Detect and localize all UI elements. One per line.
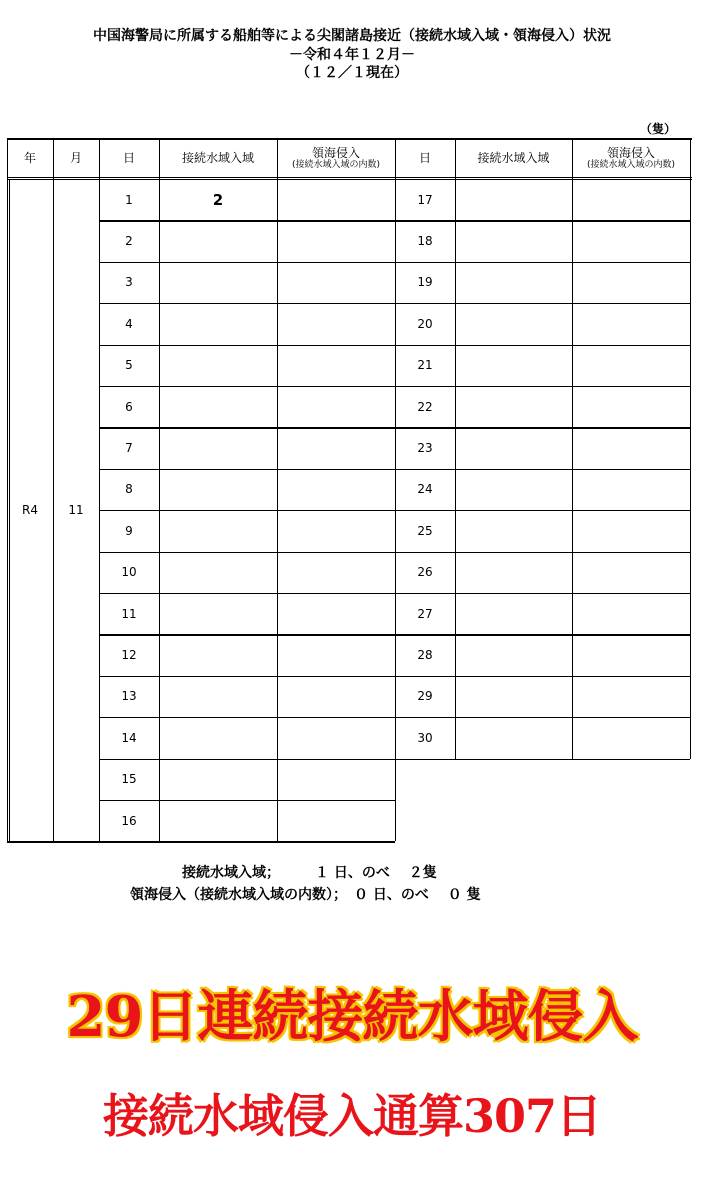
header-day: 日 [122, 151, 135, 165]
contiguous-value [159, 510, 277, 551]
contiguous-value [159, 593, 277, 634]
territorial-value [277, 800, 395, 841]
contiguous-value [159, 262, 277, 303]
day-cell: 3 [125, 275, 133, 290]
table-rule [7, 841, 395, 842]
territorial-value [277, 386, 395, 427]
header-month: 月 [69, 151, 82, 165]
day-cell: 26 [417, 565, 433, 580]
territorial-value [277, 759, 395, 800]
day-cell: 20 [417, 316, 433, 331]
day-cell: 11 [121, 606, 137, 621]
contiguous-value [455, 386, 572, 427]
day-cell: 21 [417, 358, 433, 373]
territorial-value [572, 220, 690, 261]
day-cell: 24 [417, 482, 433, 497]
contiguous-value [455, 717, 572, 758]
day-cell: 22 [417, 399, 433, 414]
header-territorial-waters [277, 138, 395, 179]
contiguous-value [159, 345, 277, 386]
header-day-right: 日 [418, 151, 431, 165]
day-cell: 14 [121, 730, 137, 745]
contiguous-value [455, 303, 572, 344]
header-territorial-sublabel: (接続水域入域の内数) [291, 159, 381, 170]
territorial-value [572, 179, 690, 220]
territorial-value [277, 469, 395, 510]
day-cell: 4 [125, 316, 133, 331]
contiguous-value [159, 427, 277, 468]
day-cell: 13 [121, 689, 137, 704]
day-cell: 10 [121, 565, 137, 580]
contiguous-value [159, 759, 277, 800]
territorial-value [277, 676, 395, 717]
territorial-value [572, 717, 690, 758]
territorial-value [572, 593, 690, 634]
day-cell: 1 [125, 192, 133, 207]
territorial-value [277, 179, 395, 220]
territorial-value [572, 469, 690, 510]
contiguous-value [159, 676, 277, 717]
day-cell: 9 [125, 523, 133, 538]
header-territorial-label: 領海侵入 [606, 145, 655, 160]
territorial-value [277, 593, 395, 634]
contiguous-value [159, 634, 277, 675]
banner-total-days: 接続水域侵入通算307日 [102, 1089, 602, 1143]
summary-contiguous: 接続水域入域； １ 日、のべ ２隻 [182, 865, 437, 881]
territorial-value [572, 386, 690, 427]
territorial-value [572, 427, 690, 468]
contiguous-value [455, 552, 572, 593]
territorial-value [572, 345, 690, 386]
header-territorial-waters-right [572, 138, 690, 179]
table-rule [690, 138, 691, 179]
day-cell: 30 [417, 730, 433, 745]
territorial-value [277, 303, 395, 344]
day-cell: 6 [125, 399, 133, 414]
contiguous-value [455, 593, 572, 634]
territorial-value [572, 634, 690, 675]
territorial-value [572, 262, 690, 303]
territorial-value [277, 262, 395, 303]
contiguous-value [159, 717, 277, 758]
contiguous-value [159, 800, 277, 841]
contiguous-value [455, 634, 572, 675]
contiguous-value [455, 345, 572, 386]
contiguous-value [159, 469, 277, 510]
territorial-value [277, 427, 395, 468]
territorial-value [277, 634, 395, 675]
territorial-value [572, 303, 690, 344]
territorial-value [277, 345, 395, 386]
table-rule [395, 759, 690, 760]
day-cell: 16 [121, 813, 137, 828]
territorial-value [277, 510, 395, 551]
territorial-value [572, 676, 690, 717]
territorial-value [277, 220, 395, 261]
day-cell: 19 [417, 275, 433, 290]
contiguous-value [159, 552, 277, 593]
header-contiguous-zone-right: 接続水域入域 [477, 151, 550, 165]
territorial-value [277, 717, 395, 758]
contiguous-value [455, 676, 572, 717]
territorial-value [572, 552, 690, 593]
unit-label: （隻） [640, 122, 677, 136]
header-year: 年 [23, 151, 36, 165]
day-cell: 29 [417, 689, 433, 704]
day-cell: 15 [121, 772, 137, 787]
day-cell: 7 [125, 441, 133, 456]
day-cell: 8 [125, 482, 133, 497]
contiguous-value [455, 179, 572, 220]
day-cell: 17 [417, 192, 433, 207]
contiguous-value [159, 386, 277, 427]
contiguous-value: 2 [212, 190, 224, 209]
day-cell: 12 [121, 648, 137, 663]
month-cell: 11 [68, 503, 84, 518]
table-rule [690, 179, 691, 759]
territorial-value [572, 510, 690, 551]
day-cell: 5 [125, 358, 133, 373]
contiguous-value [455, 427, 572, 468]
year-cell: R4 [22, 503, 38, 518]
day-cell: 25 [417, 523, 433, 538]
contiguous-value [455, 262, 572, 303]
contiguous-value [159, 220, 277, 261]
summary-territorial: 領海侵入（接続水域入域の内数）； ０ 日、のべ ０ 隻 [130, 887, 481, 903]
day-cell: 27 [417, 606, 433, 621]
header-territorial-sublabel: (接続水域入域の内数) [586, 159, 676, 170]
contiguous-value [159, 303, 277, 344]
contiguous-value [455, 469, 572, 510]
day-cell: 18 [417, 234, 433, 249]
day-cell: 23 [417, 441, 433, 456]
report-title: 中国海警局に所属する船舶等による尖閣諸島接近（接続水域入域・領海侵入）状況 [93, 28, 611, 44]
day-cell: 2 [125, 234, 133, 249]
day-cell: 28 [417, 648, 433, 663]
banner-consecutive-days: 29日連続接続水域侵入 [66, 984, 638, 1050]
report-as-of-date: （１２／１現在） [296, 65, 408, 81]
report-subtitle: －令和４年１２月－ [289, 47, 415, 63]
territorial-value [277, 552, 395, 593]
header-territorial-label: 領海侵入 [311, 145, 360, 160]
contiguous-value [455, 510, 572, 551]
contiguous-value [455, 220, 572, 261]
header-contiguous-zone: 接続水域入域 [181, 151, 254, 165]
